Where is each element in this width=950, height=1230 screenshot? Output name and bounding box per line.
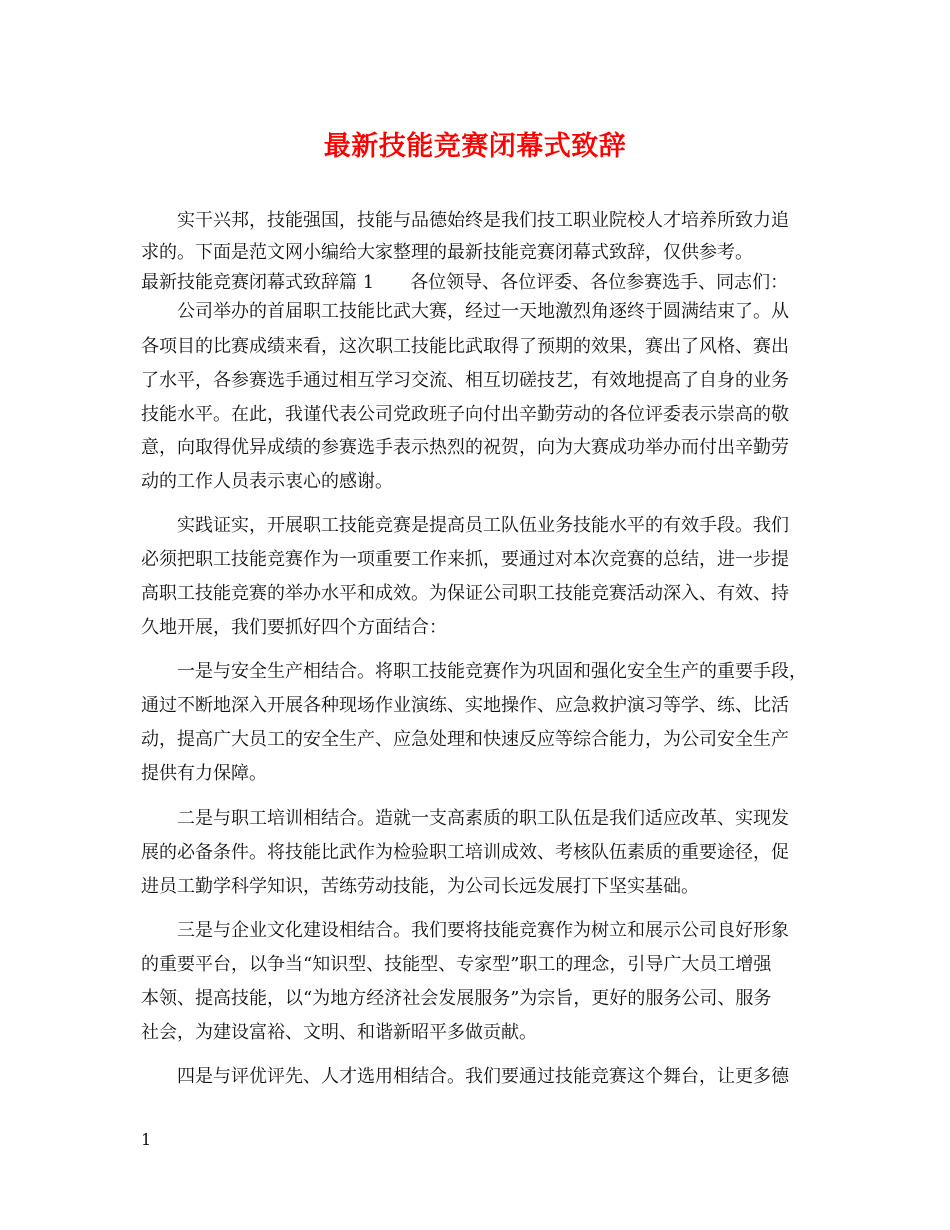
text-line: 社会，为建设富裕、文明、和谐新昭平多做贡献。 (141, 1022, 537, 1043)
text-line: 四是与评优评先、人才选用相结合。我们要通过技能竞赛这个舞台，让更多德 (141, 1066, 789, 1087)
text-line: 实践证实，开展职工技能竞赛是提高员工队伍业务技能水平的有效手段。我们 (141, 515, 789, 536)
text-line: 三是与企业文化建设相结合。我们要将技能竞赛作为树立和展示公司良好形象 (141, 920, 789, 941)
text-line: 了水平，各参赛选手通过相互学习交流、相互切磋技艺，有效地提高了自身的业务 (141, 370, 789, 391)
text-line: 提供有力保障。 (141, 763, 267, 784)
text-line: 久地开展，我们要抓好四个方面结合： (141, 617, 447, 638)
text-line: 最新技能竞赛闭幕式致辞篇 1 各位领导、各位评委、各位参赛选手、同志们： (141, 272, 789, 293)
text-line: 动，提高广大员工的安全生产、应急处理和快速反应等综合能力，为公司安全生产 (141, 729, 789, 750)
text-line: 进员工勤学科学知识，苦练劳动技能，为公司长远发展打下坚实基础。 (141, 876, 699, 897)
text-line: 一是与安全生产相结合。将职工技能竞赛作为巩固和强化安全生产的重要手段， (141, 661, 807, 682)
text-line: 二是与职工培训相结合。造就一支高素质的职工队伍是我们适应改革、实现发 (141, 808, 789, 829)
text-line: 实干兴邦，技能强国，技能与品德始终是我们技工职业院校人才培养所致力追 (141, 210, 789, 231)
document-title: 最新技能竞赛闭幕式致辞 (323, 131, 627, 162)
text-line: 求的。下面是范文网小编给大家整理的最新技能竞赛闭幕式致辞，仅供参考。 (141, 242, 753, 263)
text-line: 公司举办的首届职工技能比武大赛，经过一天地激烈角逐终于圆满结束了。从 (141, 301, 789, 322)
text-line: 通过不断地深入开展各种现场作业演练、实地操作、应急救护演习等学、练、比活 (141, 695, 789, 716)
text-line: 必须把职工技能竞赛作为一项重要工作来抓，要通过对本次竞赛的总结，进一步提 (141, 549, 789, 570)
text-line: 意，向取得优异成绩的参赛选手表示热烈的祝贺，向为大赛成功举办而付出辛勤劳 (141, 437, 789, 458)
text-line: 展的必备条件。将技能比武作为检验职工培训成效、考核队伍素质的重要途径，促 (141, 842, 789, 863)
text-line: 的重要平台，以争当“知识型、技能型、专家型”职工的理念，引导广大员工增强 (141, 954, 772, 975)
text-line: 本领、提高技能，以“为地方经济社会发展服务”为宗旨，更好的服务公司、服务 (141, 988, 772, 1009)
text-line: 技能水平。在此，我谨代表公司党政班子向付出辛勤劳动的各位评委表示崇高的敬 (141, 404, 789, 425)
page-number: 1 (141, 1130, 152, 1149)
text-line: 动的工作人员表示衷心的感谢。 (141, 471, 393, 492)
text-line: 高职工技能竞赛的举办水平和成效。为保证公司职工技能竞赛活动深入、有效、持 (141, 583, 789, 604)
text-line: 各项目的比赛成绩来看，这次职工技能比武取得了预期的效果，赛出了风格、赛出 (141, 336, 789, 357)
